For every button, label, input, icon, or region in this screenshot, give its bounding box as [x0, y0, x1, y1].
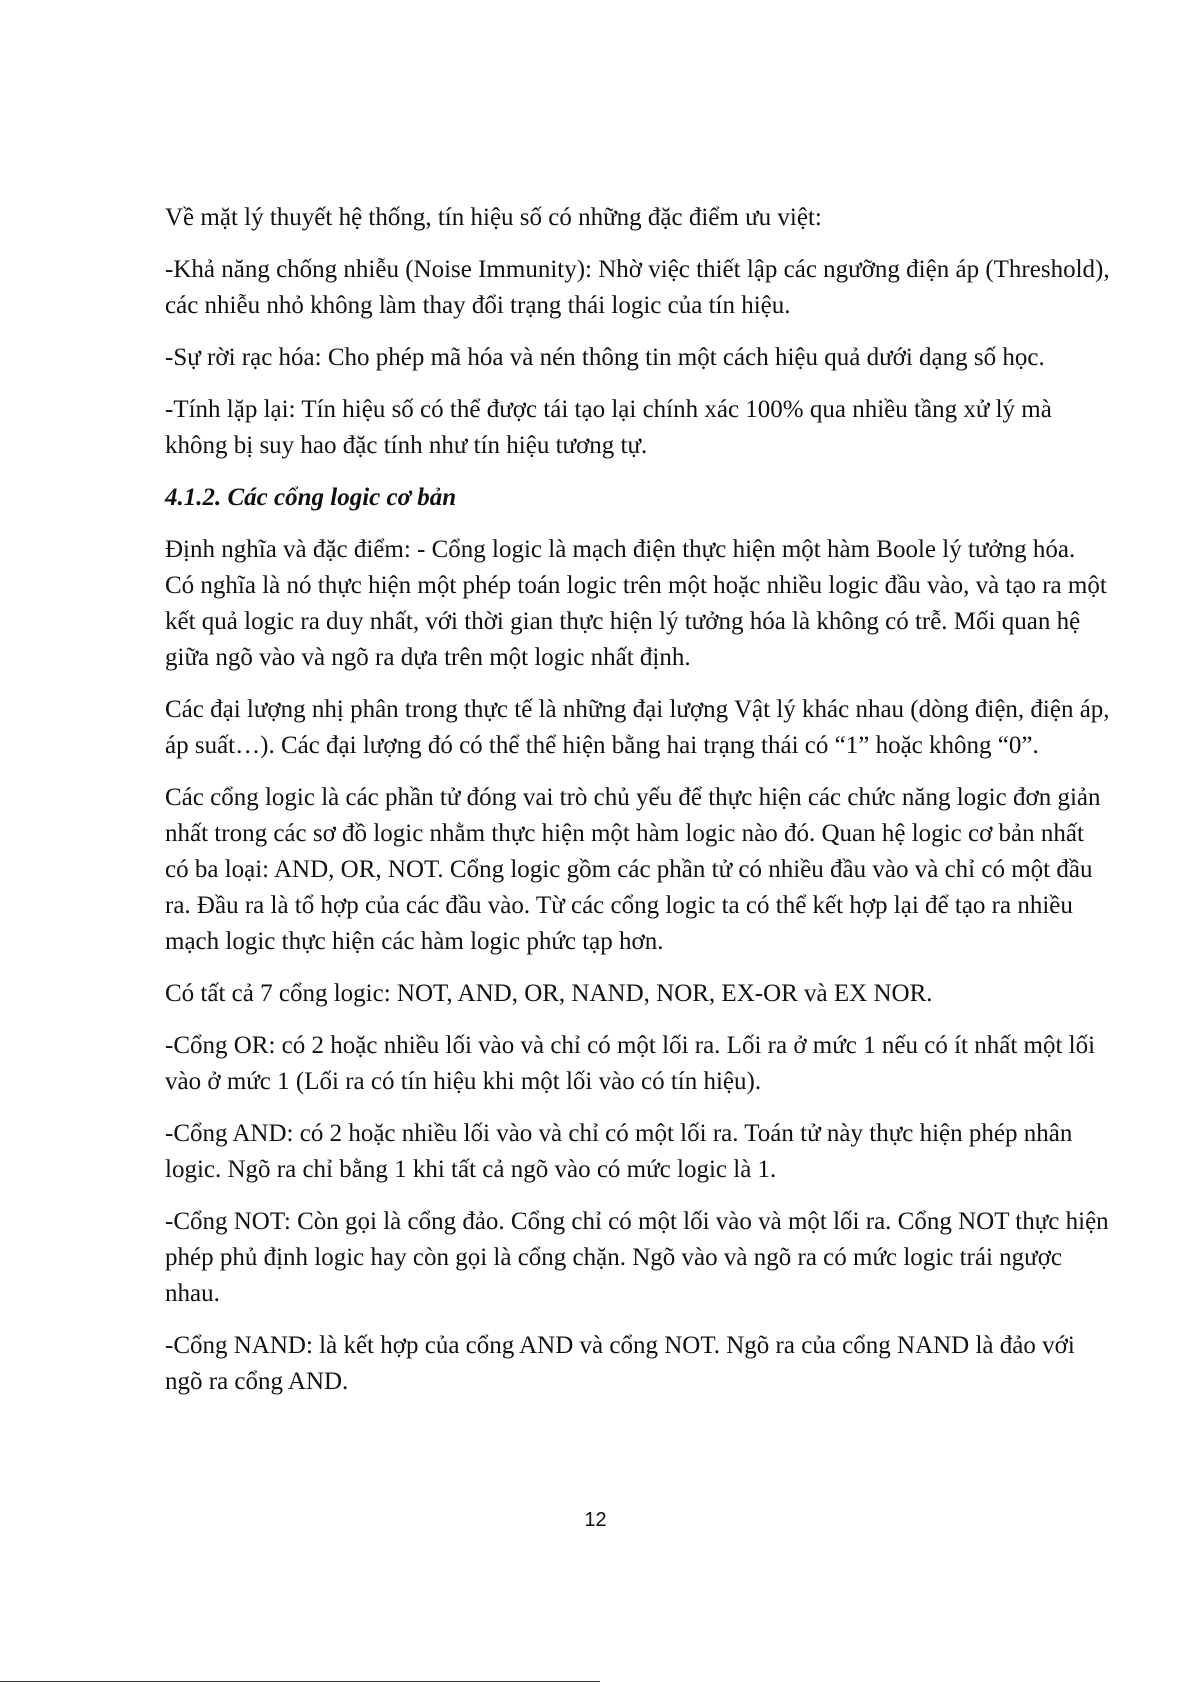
paragraph-and-gate: -Cổng AND: có 2 hoặc nhiều lối vào và chỉ có một lối ra. Toán tử này thực hiện phép nhân logic. Ngõ ra chỉ bằng 1 khi tất cả ngõ vào có mức logic là 1.	[165, 1120, 1073, 1183]
page-content	[165, 200, 1110, 1416]
page-number: 12	[584, 1509, 607, 1531]
paragraph-repeatability: -Tính lặp lại: Tín hiệu số có thể được tái tạo lại chính xác 100% qua nhiều tầng xử lý mà không bị suy hao đặc tính như tín hiệu tương tự.	[165, 396, 1052, 459]
paragraph-intro: Về mặt lý thuyết hệ thống, tín hiệu số có những đặc điểm ưu việt:	[165, 204, 822, 231]
paragraph-definition: Định nghĩa và đặc điểm: - Cổng logic là mạch điện thực hiện một hàm Boole lý tưởng hóa. Có nghĩa là nó thực hiện một phép toán logic trên một hoặc nhiều logic đầu vào, và tạo ra một kết quả logic ra duy nhất, với thời gian thực hiện lý tưởng hóa là không có trễ. Mối quan hệ giữa ngõ vào và ngõ ra dựa trên một logic nhất định.	[165, 536, 1107, 671]
paragraph-noise-immunity: -Khả năng chống nhiễu (Noise Immunity): Nhờ việc thiết lập các ngưỡng điện áp (Threshold), các nhiễu nhỏ không làm thay đổi trạng thái logic của tín hiệu.	[165, 256, 1110, 319]
paragraph-nand-gate: -Cổng NAND: là kết hợp của cổng AND và cổng NOT. Ngõ ra của cổng NAND là đảo với ngõ ra cổng AND.	[165, 1332, 1075, 1395]
paragraph-or-gate: -Cổng OR: có 2 hoặc nhiều lối vào và chỉ có một lối ra. Lối ra ở mức 1 nếu có ít nhất một lối vào ở mức 1 (Lối ra có tín hiệu khi một lối vào có tín hiệu).	[165, 1032, 1096, 1095]
paragraph-discretization: -Sự rời rạc hóa: Cho phép mã hóa và nén thông tin một cách hiệu quả dưới dạng số học.	[165, 344, 1045, 371]
paragraph-not-gate: -Cổng NOT: Còn gọi là cổng đảo. Cổng chỉ có một lối vào và một lối ra. Cổng NOT thực hiện phép phủ định logic hay còn gọi là cổng chặn. Ngõ vào và ngõ ra có mức logic trái ngược nhau.	[165, 1208, 1109, 1307]
section-heading: 4.1.2. Các cổng logic cơ bản	[165, 484, 457, 511]
paragraph-binary-quantities: Các đại lượng nhị phân trong thực tế là những đại lượng Vật lý khác nhau (dòng điện, điện áp, áp suất…). Các đại lượng đó có thể thể hiện bằng hai trạng thái có “1” hoặc không “0”.	[165, 696, 1110, 759]
bottom-divider	[0, 1681, 600, 1682]
paragraph-seven-gates: Có tất cả 7 cổng logic: NOT, AND, OR, NAND, NOR, EX-OR và EX NOR.	[165, 980, 933, 1007]
paragraph-logic-gates-role: Các cổng logic là các phần tử đóng vai trò chủ yếu để thực hiện các chức năng logic đơn giản nhất trong các sơ đồ logic nhằm thực hiện một hàm logic nào đó. Quan hệ logic cơ bản nhất có ba loại: AND, OR, NOT. Cổng logic gồm các phần tử có nhiều đầu vào và chỉ có một đầu ra. Đầu ra là tổ hợp của các đầu vào. Từ các cổng logic ta có thể kết hợp lại để tạo ra nhiều mạch logic thực hiện các hàm logic phức tạp hơn.	[165, 784, 1101, 955]
